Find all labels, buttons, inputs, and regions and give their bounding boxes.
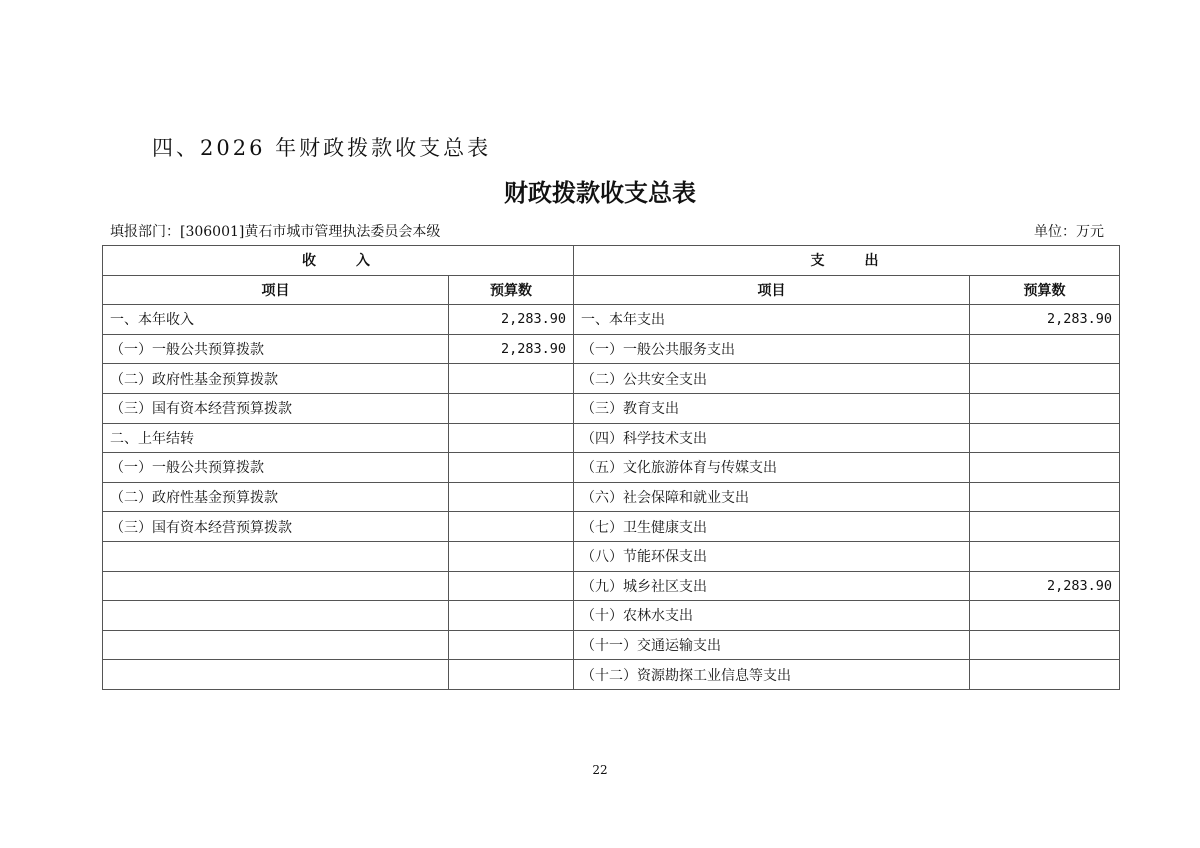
table-row xyxy=(103,571,1120,601)
expense-amount-cell xyxy=(970,630,1120,660)
expense-amount-cell xyxy=(970,601,1120,631)
income-amount-cell: 2,283.90 xyxy=(449,334,574,364)
income-item-cell: 一、本年收入 xyxy=(103,305,449,335)
expense-amount-cell xyxy=(970,541,1120,571)
table-row xyxy=(103,660,1120,690)
income-item-cell xyxy=(103,541,449,571)
income-amount-cell xyxy=(449,393,574,423)
table-body xyxy=(103,305,1120,690)
expense-item-header: 项目 xyxy=(574,275,970,305)
income-amount-cell xyxy=(449,364,574,394)
expense-amount-cell: 2,283.90 xyxy=(970,305,1120,335)
table-row xyxy=(103,601,1120,631)
income-budget-header: 预算数 xyxy=(449,275,574,305)
income-item-cell: （二）政府性基金预算拨款 xyxy=(103,364,449,394)
expense-amount-cell xyxy=(970,423,1120,453)
table-row xyxy=(103,630,1120,660)
income-item-cell: （三）国有资本经营预算拨款 xyxy=(103,512,449,542)
unit-label: 单位：万元 xyxy=(1034,224,1104,240)
income-amount-cell xyxy=(449,453,574,483)
income-item-cell: （三）国有资本经营预算拨款 xyxy=(103,393,449,423)
table-row xyxy=(103,482,1120,512)
income-item-header: 项目 xyxy=(103,275,449,305)
expense-item-cell: （十）农林水支出 xyxy=(574,601,970,631)
expense-item-cell: （八）节能环保支出 xyxy=(574,541,970,571)
income-amount-cell: 2,283.90 xyxy=(449,305,574,335)
income-amount-cell xyxy=(449,601,574,631)
budget-table xyxy=(102,245,1120,690)
expense-item-cell: （二）公共安全支出 xyxy=(574,364,970,394)
page-number: 22 xyxy=(592,763,608,777)
expense-item-cell: （三）教育支出 xyxy=(574,393,970,423)
expense-amount-cell xyxy=(970,334,1120,364)
expense-amount-cell xyxy=(970,660,1120,690)
income-item-cell: 二、上年结转 xyxy=(103,423,449,453)
income-item-cell xyxy=(103,601,449,631)
table-row xyxy=(103,334,1120,364)
department-label: 填报部门：[306001]黄石市城市管理执法委员会本级 xyxy=(110,224,441,240)
table-row xyxy=(103,541,1120,571)
section-heading: 四、2026 年财政拨款收支总表 xyxy=(152,136,492,160)
expense-budget-header: 预算数 xyxy=(970,275,1120,305)
income-amount-cell xyxy=(449,423,574,453)
expense-item-cell: （十二）资源勘探工业信息等支出 xyxy=(574,660,970,690)
table-row xyxy=(103,364,1120,394)
income-amount-cell xyxy=(449,571,574,601)
expense-item-cell: （一）一般公共服务支出 xyxy=(574,334,970,364)
expense-item-cell: 一、本年支出 xyxy=(574,305,970,335)
income-amount-cell xyxy=(449,482,574,512)
income-amount-cell xyxy=(449,541,574,571)
income-group-header: 收 入 xyxy=(103,246,574,276)
group-header-row xyxy=(103,246,1120,276)
expense-amount-cell xyxy=(970,512,1120,542)
income-item-cell xyxy=(103,630,449,660)
table-row xyxy=(103,423,1120,453)
expense-item-cell: （十一）交通运输支出 xyxy=(574,630,970,660)
expense-amount-cell: 2,283.90 xyxy=(970,571,1120,601)
column-header-row xyxy=(103,275,1120,305)
page-title: 财政拨款收支总表 xyxy=(504,179,696,207)
table-row xyxy=(103,512,1120,542)
expense-amount-cell xyxy=(970,364,1120,394)
expense-item-cell: （七）卫生健康支出 xyxy=(574,512,970,542)
table-row xyxy=(103,453,1120,483)
income-item-cell xyxy=(103,660,449,690)
income-amount-cell xyxy=(449,512,574,542)
expense-item-cell: （九）城乡社区支出 xyxy=(574,571,970,601)
income-item-cell xyxy=(103,571,449,601)
income-amount-cell xyxy=(449,630,574,660)
expense-amount-cell xyxy=(970,482,1120,512)
income-item-cell: （一）一般公共预算拨款 xyxy=(103,453,449,483)
expense-group-header: 支 出 xyxy=(574,246,1120,276)
income-item-cell: （一）一般公共预算拨款 xyxy=(103,334,449,364)
table-row xyxy=(103,393,1120,423)
expense-item-cell: （四）科学技术支出 xyxy=(574,423,970,453)
expense-amount-cell xyxy=(970,393,1120,423)
income-amount-cell xyxy=(449,660,574,690)
income-item-cell: （二）政府性基金预算拨款 xyxy=(103,482,449,512)
table-row xyxy=(103,305,1120,335)
expense-item-cell: （六）社会保障和就业支出 xyxy=(574,482,970,512)
expense-item-cell: （五）文化旅游体育与传媒支出 xyxy=(574,453,970,483)
expense-amount-cell xyxy=(970,453,1120,483)
